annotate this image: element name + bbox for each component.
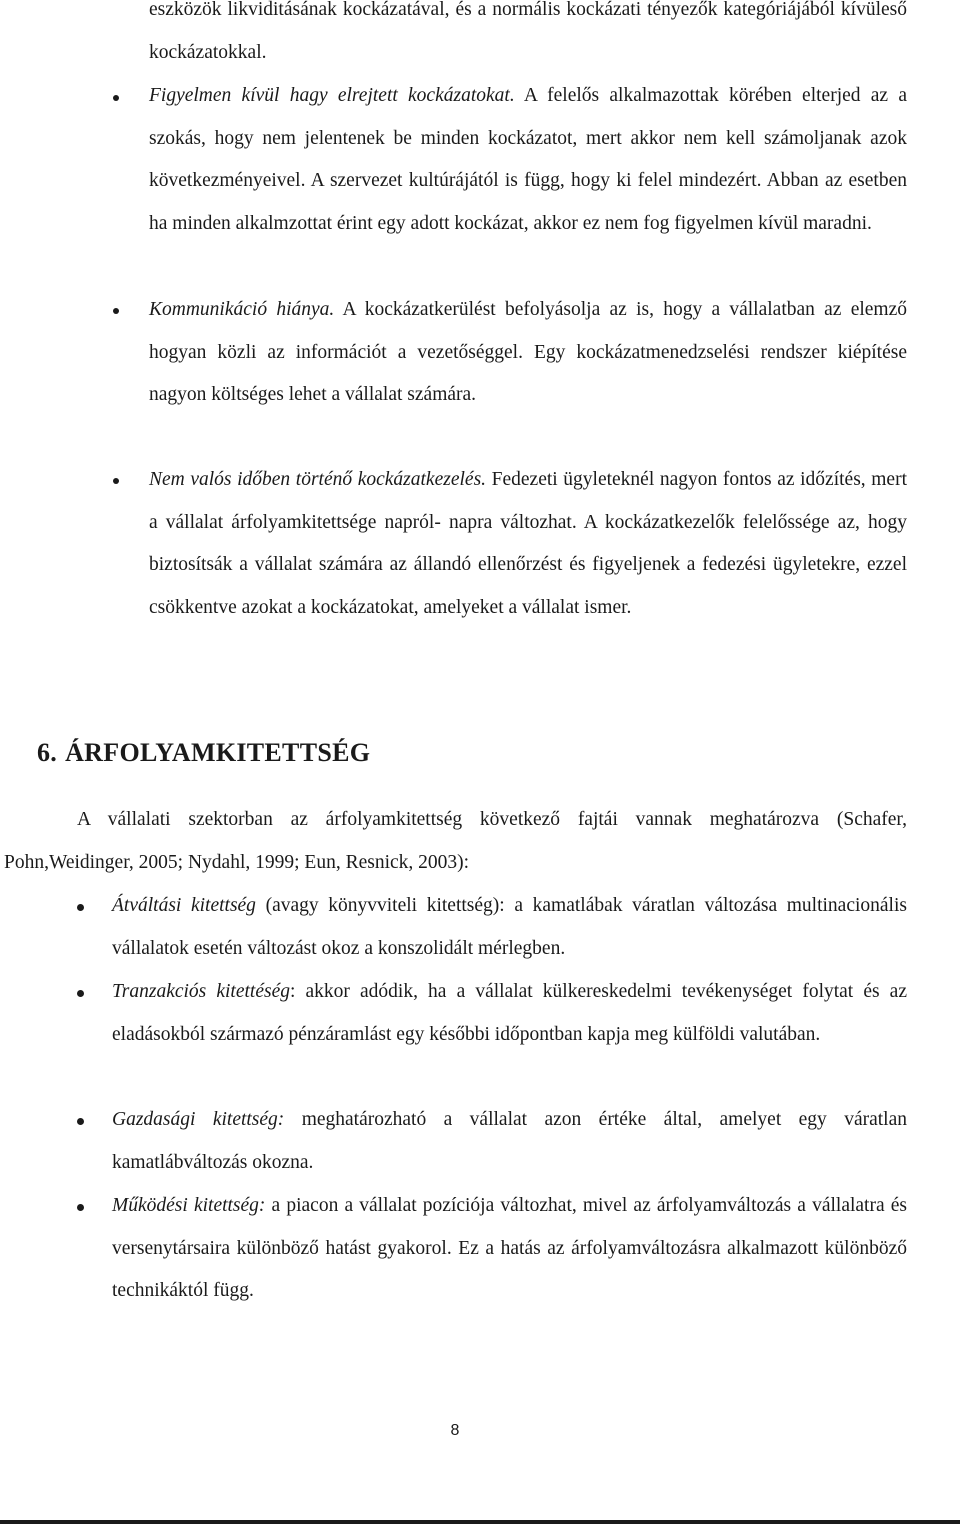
list-item-title: Tranzakciós kitettéség bbox=[112, 981, 290, 1002]
list-item bbox=[149, 0, 907, 74]
list-item bbox=[149, 75, 907, 245]
list-item-title: Gazdasági kitettség: bbox=[112, 1109, 285, 1130]
bullet-icon bbox=[113, 308, 119, 314]
page-number: 8 bbox=[450, 1422, 460, 1439]
list-item-title: Működési kitettség: bbox=[112, 1195, 266, 1216]
list-item-body: Fedezeti ügyleteknél nagyon fontos az időzítés, mert a vállalat árfolyamkitettsége napról- napra változhat. A kockázatkezelők felelőssége az, hogy biztosítsák a vállalat számára az állandó ellenőrzést és figyeljenek a fedezési ügyletekre, ezzel csökkentve azokat a kockázatokat, amelyeket a vállalat ismer. bbox=[149, 469, 907, 618]
list-item-title: Kommunikáció hiánya. bbox=[149, 299, 335, 320]
list-item-body: a piacon a vállalat pozíciója változhat, mivel az árfolyamváltozás a vállalatra és versenytársaira különböző hatást gyakorol. Ez a hatás az árfolyamváltozásra alkalmazott különböző technikáktól függ. bbox=[112, 1195, 907, 1302]
bullet-icon bbox=[77, 1118, 84, 1125]
list-item-body: : akkor adódik, ha a vállalat külkereskedelmi tevékenységet folytat és az eladásokból származó pénzáramlást egy későbbi időpontban kapja meg külföldi valutában. bbox=[112, 981, 907, 1045]
list-item bbox=[149, 289, 907, 417]
list-item bbox=[112, 1185, 907, 1313]
bullet-icon bbox=[113, 95, 119, 101]
section-number: 6. bbox=[37, 738, 58, 767]
list-item-title: Figyelmen kívül hagy elrejtett kockázatokat. bbox=[149, 85, 515, 106]
list-item-title: Nem valós időben történő kockázatkezelés. bbox=[149, 469, 487, 490]
list-item bbox=[112, 971, 907, 1056]
list-item-body: meghatározható a vállalat azon értéke által, amelyet egy váratlan kamatlábváltozás okozna. bbox=[112, 1109, 907, 1173]
section-title: ÁRFOLYAMKITETTSÉG bbox=[65, 738, 371, 767]
list-item-body: A felelős alkalmazottak körében elterjed az a szokás, hogy nem jelentenek be minden kockázatot, mert akkor nem kell számoljanak azok következményeivel. A szervezet kultúrájától is függ, hogy ki felel mindezért. Abban az esetben ha minden alkalmzottat érint egy adott kockázat, akkor ez nem fog figyelmen kívül maradni. bbox=[149, 85, 907, 234]
list-item-title: Átváltási kitettség bbox=[112, 895, 256, 916]
bullet-icon bbox=[77, 904, 84, 911]
list-item bbox=[112, 885, 907, 970]
section-intro: A vállalati szektorban az árfolyamkitettség következő fajtái vannak meghatározva (Schafer, Pohn,Weidinger, 2005; Nydahl, 1999; Eun, Resnick, 2003): bbox=[4, 809, 907, 873]
bullet-icon bbox=[113, 478, 119, 484]
list-item-body: eszközök likviditásának kockázatával, és a normális kockázati tényezők kategóriájából kívüleső kockázatokkal. bbox=[149, 0, 907, 63]
list-item bbox=[149, 459, 907, 629]
list-item-body: A kockázatkerülést befolyásolja az is, hogy a vállalatban az elemző hogyan közli az információt a vezetőséggel. Egy kockázatmenedzselési rendszer kiépítése nagyon költséges lehet a vállalat számára. bbox=[149, 299, 907, 406]
list-item bbox=[112, 1099, 907, 1184]
bullet-icon bbox=[77, 1204, 84, 1211]
section-heading bbox=[37, 738, 370, 768]
bullet-icon bbox=[77, 990, 84, 997]
footer-divider bbox=[0, 1520, 960, 1524]
list-item-body: (avagy könyvviteli kitettség): a kamatlábak váratlan változása multinacionális vállalatok esetén változást okoz a konszolidált mérlegben. bbox=[112, 895, 907, 959]
